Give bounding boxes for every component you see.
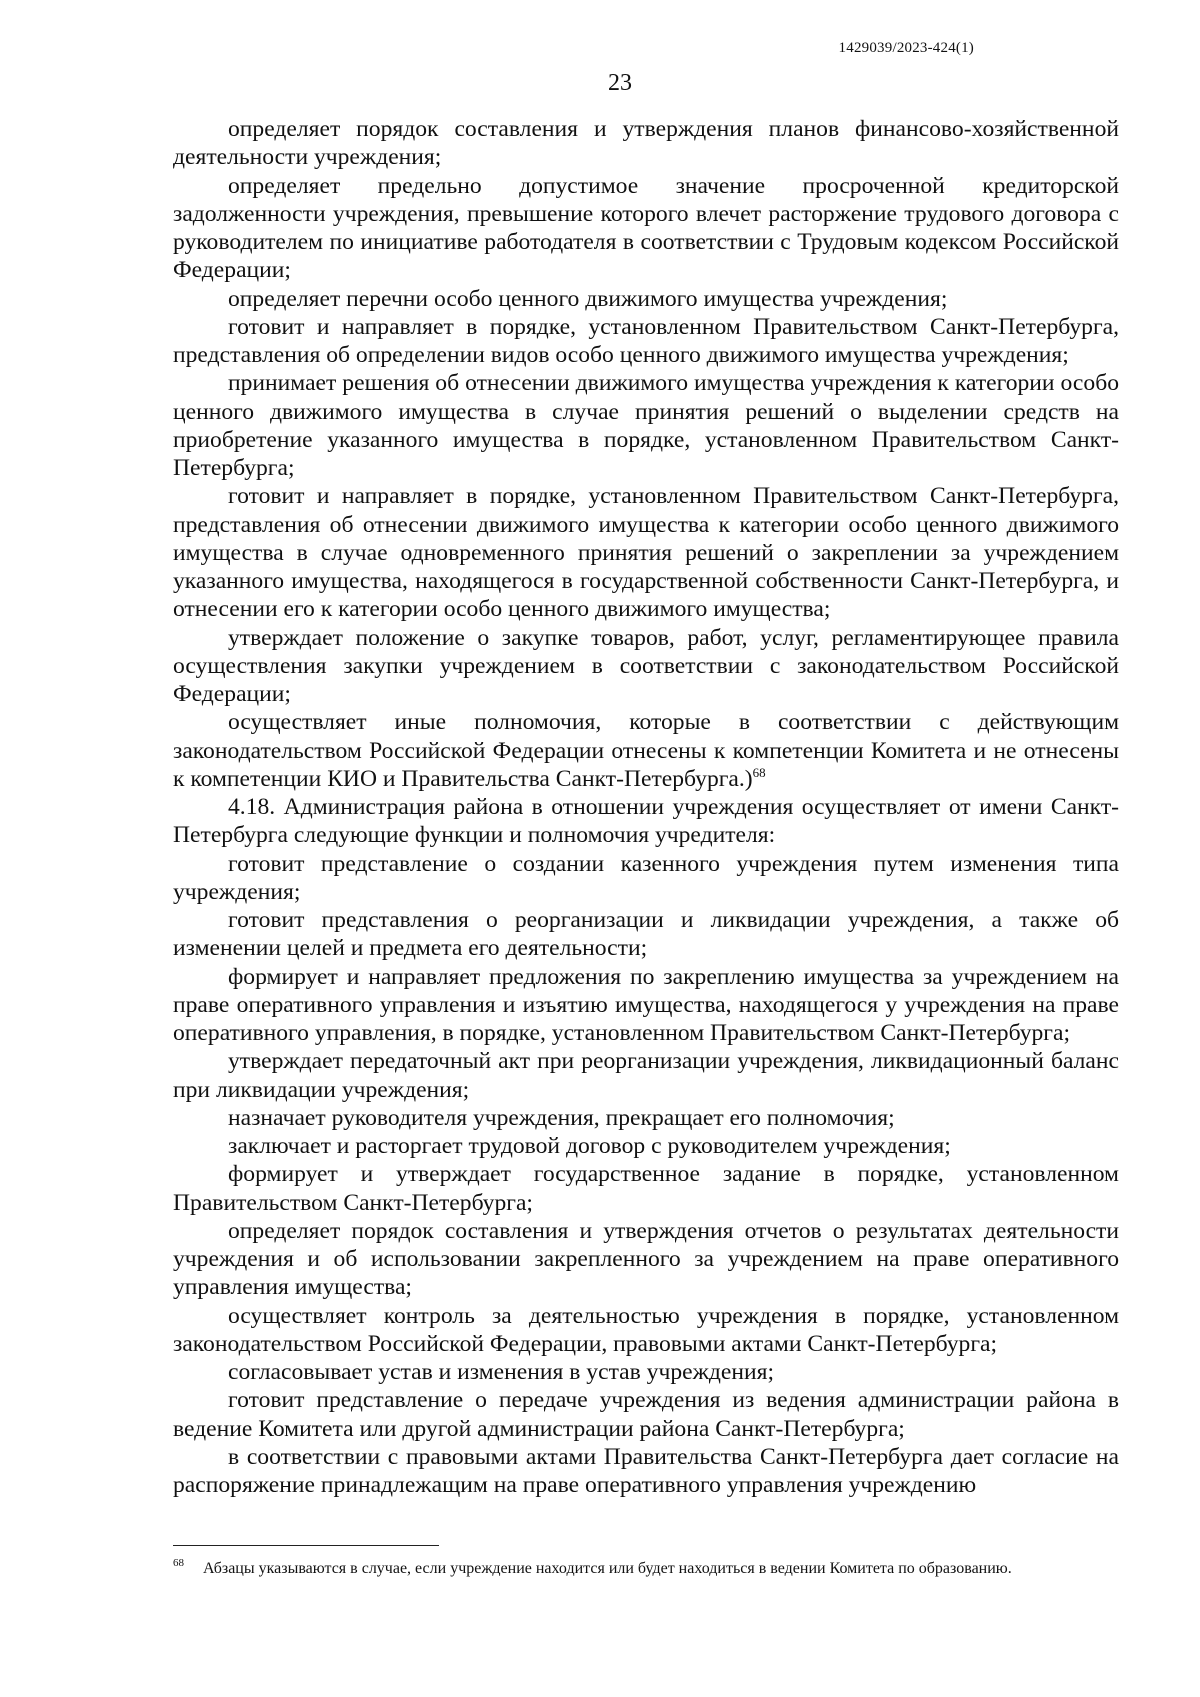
paragraph: готовит представление о создании казенного учреждения путем изменения типа учреждения;	[173, 850, 1119, 905]
paragraph: принимает решения об отнесении движимого имущества учреждения к категории особо ценного движимого имущества в случае принятия решений о выделении средств на приобретение указанного имущества в порядке, установленном Правительством Санкт-Петербурга;	[173, 370, 1119, 481]
paragraph: заключает и расторгает трудовой договор с руководителем учреждения;	[228, 1133, 951, 1159]
footnote-separator	[173, 1545, 439, 1546]
document-number: 1429039/2023-424(1)	[838, 40, 974, 56]
footnote	[173, 1559, 1119, 1579]
paragraph: утверждает передаточный акт при реорганизации учреждения, ликвидационный баланс при ликвидации учреждения;	[173, 1048, 1119, 1103]
paragraph: осуществляет контроль за деятельностью учреждения в порядке, установленном законодательством Российской Федерации, правовыми актами Санкт-Петербурга;	[173, 1302, 1119, 1357]
paragraph-with-footnote	[173, 708, 1119, 793]
footnote-mark: 68	[173, 1557, 184, 1569]
paragraph: согласовывает устав и изменения в устав учреждения;	[228, 1359, 775, 1385]
paragraph: в соответствии с правовыми актами Правительства Санкт-Петербурга дает согласие на распоряжение принадлежащим на праве оперативного управления учреждению	[173, 1443, 1119, 1498]
page-number: 23	[608, 70, 632, 96]
paragraph-text: осуществляет иные полномочия, которые в соответствии с действующим законодательством Российской Федерации отнесены к компетенции Комитета и не отнесены к компетенции КИО и Правительства Санкт-Петербурга.)	[173, 709, 1119, 792]
document-body	[173, 115, 1119, 1499]
paragraph: готовит и направляет в порядке, установленном Правительством Санкт-Петербурга, представления об отнесении движимого имущества к категории особо ценного движимого имущества в случае одновременного принятия решений о закреплении за учреждением указанного имущества, находящегося в государственной собственности Санкт-Петербурга, и отнесении его к категории особо ценного движимого имущества;	[173, 483, 1119, 623]
paragraph: готовит и направляет в порядке, установленном Правительством Санкт-Петербурга, представления об определении видов особо ценного движимого имущества учреждения;	[173, 313, 1119, 368]
paragraph: готовит представление о передаче учреждения из ведения администрации района в ведение Комитета или другой администрации района Санкт-Петербурга;	[173, 1387, 1119, 1442]
paragraph: формирует и направляет предложения по закреплению имущества за учреждением на праве оперативного управления и изъятию имущества, находящегося у учреждения на праве оперативного управления, в порядке, установленном Правительством Санкт-Петербурга;	[173, 963, 1119, 1046]
paragraph: готовит представления о реорганизации и ликвидации учреждения, а также об изменении целей и предмета его деятельности;	[173, 907, 1119, 962]
footnote-reference[interactable]: 68	[752, 764, 766, 780]
paragraph: определяет порядок составления и утверждения планов финансово-хозяйственной деятельности учреждения;	[173, 116, 1119, 171]
section-4-18-paragraph: 4.18. Администрация района в отношении учреждения осуществляет от имени Санкт-Петербурга следующие функции и полномочия учредителя:	[173, 794, 1119, 849]
paragraph: определяет предельно допустимое значение просроченной кредиторской задолженности учреждения, превышение которого влечет расторжение трудового договора с руководителем по инициативе работодателя в соответствии с Трудовым кодексом Российской Федерации;	[173, 172, 1119, 284]
paragraph: формирует и утверждает государственное задание в порядке, установленном Правительством Санкт-Петербурга;	[173, 1161, 1119, 1216]
footnote-text: Абзацы указываются в случае, если учреждение находится или будет находиться в ведении Комитета по образованию.	[203, 1560, 1012, 1577]
paragraph: утверждает положение о закупке товаров, работ, услуг, регламентирующее правила осуществления закупки учреждением в соответствии с законодательством Российской Федерации;	[173, 624, 1119, 707]
paragraph: определяет перечни особо ценного движимого имущества учреждения;	[228, 285, 948, 312]
paragraph: определяет порядок составления и утверждения отчетов о результатах деятельности учреждения и об использовании закрепленного за учреждением на праве оперативного управления имущества;	[173, 1217, 1119, 1301]
paragraph: назначает руководителя учреждения, прекращает его полномочия;	[228, 1104, 895, 1131]
